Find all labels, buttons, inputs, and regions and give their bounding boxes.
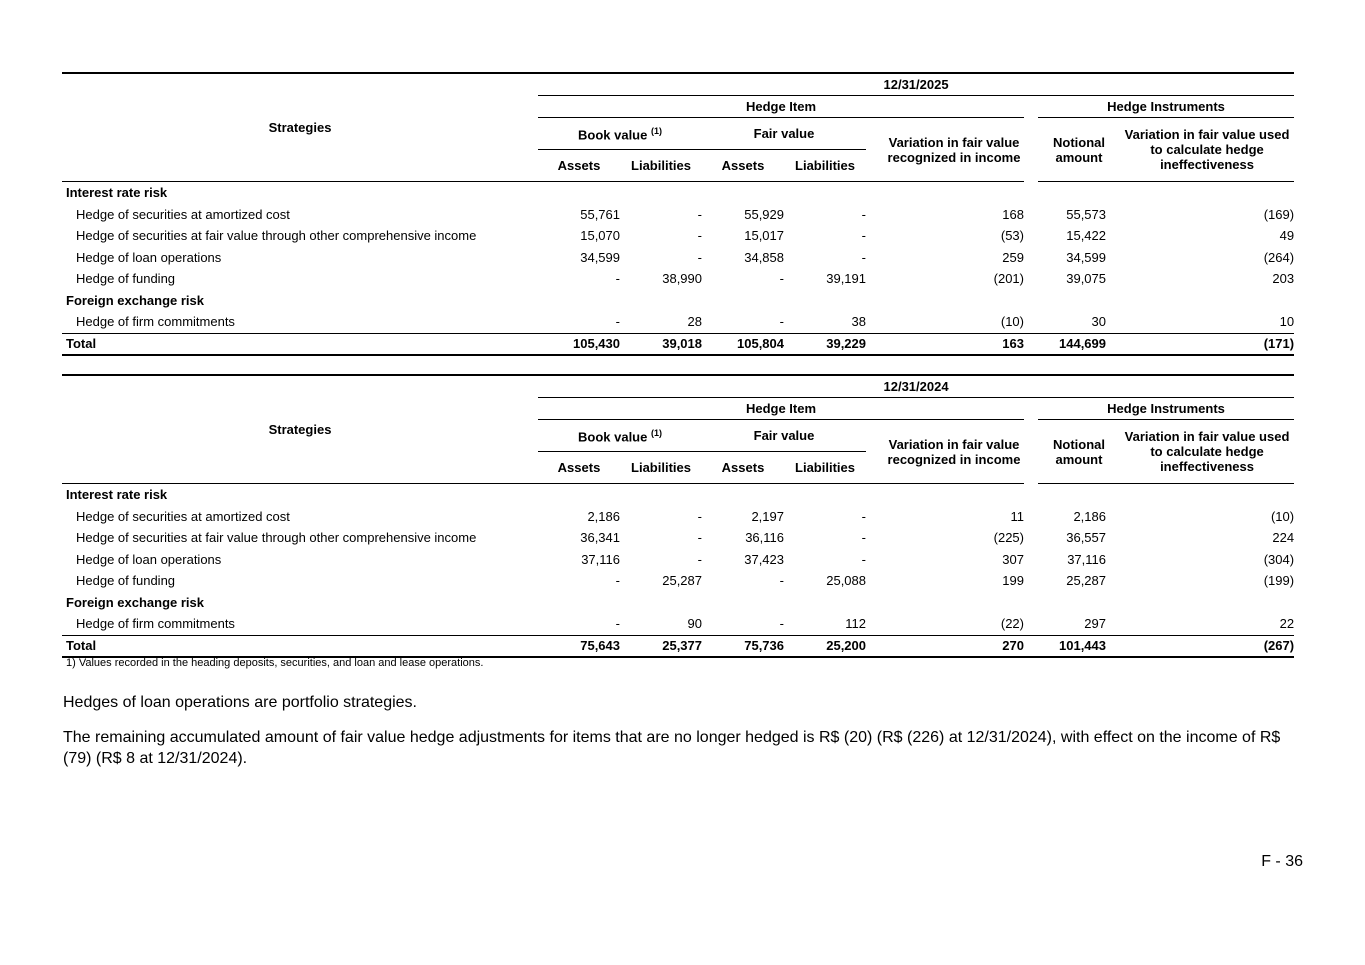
cell-book-liabilities: -: [697, 206, 702, 222]
cell-fv-liabilities: 39,229: [784, 333, 866, 355]
cell-ineffectiveness: (199): [1263, 573, 1295, 589]
total-row: [62, 635, 1294, 657]
cell-notional: 2,186: [1073, 508, 1106, 524]
cell-book-assets: -: [615, 573, 620, 589]
table-row: [62, 527, 1294, 549]
table-row: [62, 247, 1294, 269]
table-row: [62, 311, 1294, 333]
cell-notional: 15,422: [1066, 228, 1106, 244]
notional-amount-header: Notional amount: [1038, 420, 1120, 484]
cell-book-assets: 37,116: [581, 551, 620, 567]
cell-variation-income: 259: [1002, 249, 1024, 265]
table-row: [62, 570, 1294, 592]
fv-liabilities-header: Liabilities: [784, 150, 866, 182]
cell-book-assets: 105,430: [538, 333, 620, 355]
cell-fv-assets: 75,736: [702, 635, 784, 657]
cell-fv-assets: 15,017: [744, 228, 784, 244]
row-label: Hedge of loan operations: [76, 551, 222, 567]
cell-book-assets: 34,599: [580, 249, 620, 265]
row-label: Hedge of securities at fair value through other comprehensive income: [76, 228, 477, 244]
total-row: [62, 333, 1294, 355]
cell-fv-liabilities: -: [861, 551, 866, 567]
cell-fv-liabilities: 39,191: [826, 271, 866, 287]
cell-fv-assets: -: [779, 616, 784, 632]
cell-ineffectiveness: 49: [1279, 228, 1295, 244]
cell-fv-assets: -: [779, 314, 784, 330]
total-label: Total: [62, 333, 538, 355]
book-value-header: Book value $^{(1)}$: [538, 118, 702, 150]
cell-variation-income: 168: [1002, 206, 1024, 222]
cell-fv-liabilities: -: [861, 530, 866, 546]
cell-ineffectiveness: 10: [1279, 314, 1295, 330]
row-label: Hedge of securities at amortized cost: [76, 508, 290, 524]
cell-book-liabilities: 38,990: [662, 271, 702, 287]
cell-notional: 144,699: [1038, 333, 1106, 355]
hedge-item-header: Hedge Item: [538, 96, 1024, 118]
hedge-table-2025: [62, 72, 1294, 356]
section-title: Interest rate risk: [66, 185, 168, 201]
cell-ineffectiveness: 203: [1272, 271, 1295, 287]
cell-variation-income: (10): [1000, 314, 1024, 330]
section-title: Foreign exchange risk: [66, 594, 204, 610]
variation-ineffectiveness-header: Variation in fair value used to calculate hedge ineffectiveness: [1120, 118, 1294, 182]
row-label: Hedge of loan operations: [76, 249, 222, 265]
cell-book-assets: -: [615, 271, 620, 287]
cell-ineffectiveness: (264): [1263, 249, 1295, 265]
cell-fv-assets: 105,804: [702, 333, 784, 355]
cell-fv-assets: 34,858: [744, 249, 784, 265]
paragraph-portfolio: Hedges of loan operations are portfolio strategies.: [63, 694, 417, 711]
page-number: F - 36: [1261, 853, 1303, 870]
paragraph-adjustments: The remaining accumulated amount of fair value hedge adjustments for items that are no longer hedged is R$ (20) (R$ (226) at 12/31/2024), with effect on the income of R$ (79) (R$ 8 at 12/31/2024).: [63, 729, 1281, 767]
cell-notional: 39,075: [1066, 271, 1106, 287]
notional-amount-header: Notional amount: [1038, 118, 1120, 182]
row-label: Hedge of securities at fair value through other comprehensive income: [76, 530, 477, 546]
cell-fv-assets: 36,116: [745, 530, 784, 546]
cell-fv-liabilities: 38: [851, 314, 866, 330]
row-label: Hedge of securities at amortized cost: [76, 206, 290, 222]
cell-ineffectiveness: 224: [1272, 530, 1295, 546]
hedge-table-2024: [62, 374, 1294, 658]
cell-ineffectiveness: (10): [1270, 508, 1295, 524]
table-row: [62, 506, 1294, 528]
cell-book-liabilities: 28: [687, 314, 702, 330]
cell-book-liabilities: -: [697, 508, 702, 524]
cell-variation-income: (22): [1000, 616, 1024, 632]
hedge-instruments-header: Hedge Instruments: [1038, 398, 1294, 420]
cell-variation-income: (201): [993, 271, 1024, 287]
variation-income-header: Variation in fair value recognized in income: [884, 118, 1024, 182]
variation-income-header: Variation in fair value recognized in income: [884, 420, 1024, 484]
table-date-header: 12/31/2024: [538, 375, 1294, 398]
table-row: [62, 613, 1294, 635]
row-label: Hedge of firm commitments: [76, 314, 235, 330]
cell-book-liabilities: 25,377: [620, 635, 702, 657]
row-label: Hedge of funding: [76, 271, 176, 287]
cell-fv-liabilities: -: [861, 249, 866, 265]
hedge-item-header: Hedge Item: [538, 398, 1024, 420]
cell-ineffectiveness: 22: [1279, 616, 1295, 632]
cell-notional: 55,573: [1066, 206, 1106, 222]
cell-book-liabilities: -: [697, 551, 702, 567]
table-row: [62, 268, 1294, 290]
section-title: Interest rate risk: [66, 487, 168, 503]
cell-variation-income: (225): [993, 530, 1024, 546]
cell-book-assets: 55,761: [580, 206, 620, 222]
cell-variation-income: 199: [1002, 573, 1024, 589]
table-date-header: 12/31/2025: [538, 73, 1294, 96]
cell-book-assets: 15,070: [580, 228, 620, 244]
cell-variation-income: 163: [884, 333, 1024, 355]
cell-book-liabilities: -: [697, 530, 702, 546]
cell-book-assets: -: [615, 616, 620, 632]
cell-book-liabilities: 90: [687, 616, 702, 632]
cell-book-liabilities: 39,018: [620, 333, 702, 355]
cell-fv-liabilities: 25,200: [784, 635, 866, 657]
fv-liabilities-header: Liabilities: [784, 452, 866, 484]
book-liabilities-header: Liabilities: [620, 452, 702, 484]
section-title: Foreign exchange risk: [66, 292, 204, 308]
cell-notional: 34,599: [1066, 249, 1106, 265]
cell-fv-liabilities: -: [861, 508, 866, 524]
cell-ineffectiveness: (267): [1120, 635, 1294, 657]
strategies-header: Strategies: [62, 73, 538, 182]
table-row: [62, 549, 1294, 571]
cell-fv-liabilities: 112: [845, 616, 866, 632]
book-assets-header: Assets: [538, 452, 620, 484]
cell-variation-income: 11: [1010, 508, 1024, 524]
cell-fv-assets: -: [779, 271, 784, 287]
cell-fv-assets: 2,197: [751, 508, 784, 524]
book-assets-header: Assets: [538, 150, 620, 182]
cell-fv-liabilities: -: [861, 206, 866, 222]
fair-value-header: Fair value: [702, 420, 866, 452]
cell-book-liabilities: 25,287: [662, 573, 702, 589]
cell-notional: 37,116: [1067, 551, 1106, 567]
book-liabilities-header: Liabilities: [620, 150, 702, 182]
cell-notional: 25,287: [1066, 573, 1106, 589]
variation-ineffectiveness-header: Variation in fair value used to calculate hedge ineffectiveness: [1120, 420, 1294, 484]
cell-notional: 297: [1084, 616, 1106, 632]
hedge-instruments-header: Hedge Instruments: [1038, 96, 1294, 118]
cell-ineffectiveness: (304): [1263, 551, 1295, 567]
cell-notional: 101,443: [1038, 635, 1106, 657]
cell-notional: 30: [1091, 314, 1106, 330]
fair-value-header: Fair value: [702, 118, 866, 150]
cell-fv-assets: -: [779, 573, 784, 589]
cell-variation-income: 270: [884, 635, 1024, 657]
cell-ineffectiveness: (169): [1263, 206, 1295, 222]
table-row: [62, 225, 1294, 247]
cell-book-liabilities: -: [697, 228, 702, 244]
table-row: [62, 204, 1294, 226]
cell-book-assets: 2,186: [587, 508, 620, 524]
cell-notional: 36,557: [1066, 530, 1106, 546]
total-label: Total: [62, 635, 538, 657]
cell-fv-assets: 55,929: [744, 206, 784, 222]
cell-fv-assets: 37,423: [744, 551, 784, 567]
book-value-header: Book value $^{(1)}$: [538, 420, 702, 452]
cell-ineffectiveness: (171): [1120, 333, 1294, 355]
cell-variation-income: 307: [1002, 551, 1024, 567]
row-label: Hedge of firm commitments: [76, 616, 235, 632]
cell-variation-income: (53): [1000, 228, 1024, 244]
cell-fv-liabilities: -: [861, 228, 866, 244]
row-label: Hedge of funding: [76, 573, 176, 589]
cell-fv-liabilities: 25,088: [826, 573, 866, 589]
cell-book-liabilities: -: [697, 249, 702, 265]
cell-book-assets: -: [615, 314, 620, 330]
footnote: 1) Values recorded in the heading deposits, securities, and loan and lease operations.: [66, 657, 484, 669]
cell-book-assets: 75,643: [538, 635, 620, 657]
fv-assets-header: Assets: [702, 452, 784, 484]
strategies-header: Strategies: [62, 375, 538, 484]
cell-book-assets: 36,341: [580, 530, 620, 546]
fv-assets-header: Assets: [702, 150, 784, 182]
